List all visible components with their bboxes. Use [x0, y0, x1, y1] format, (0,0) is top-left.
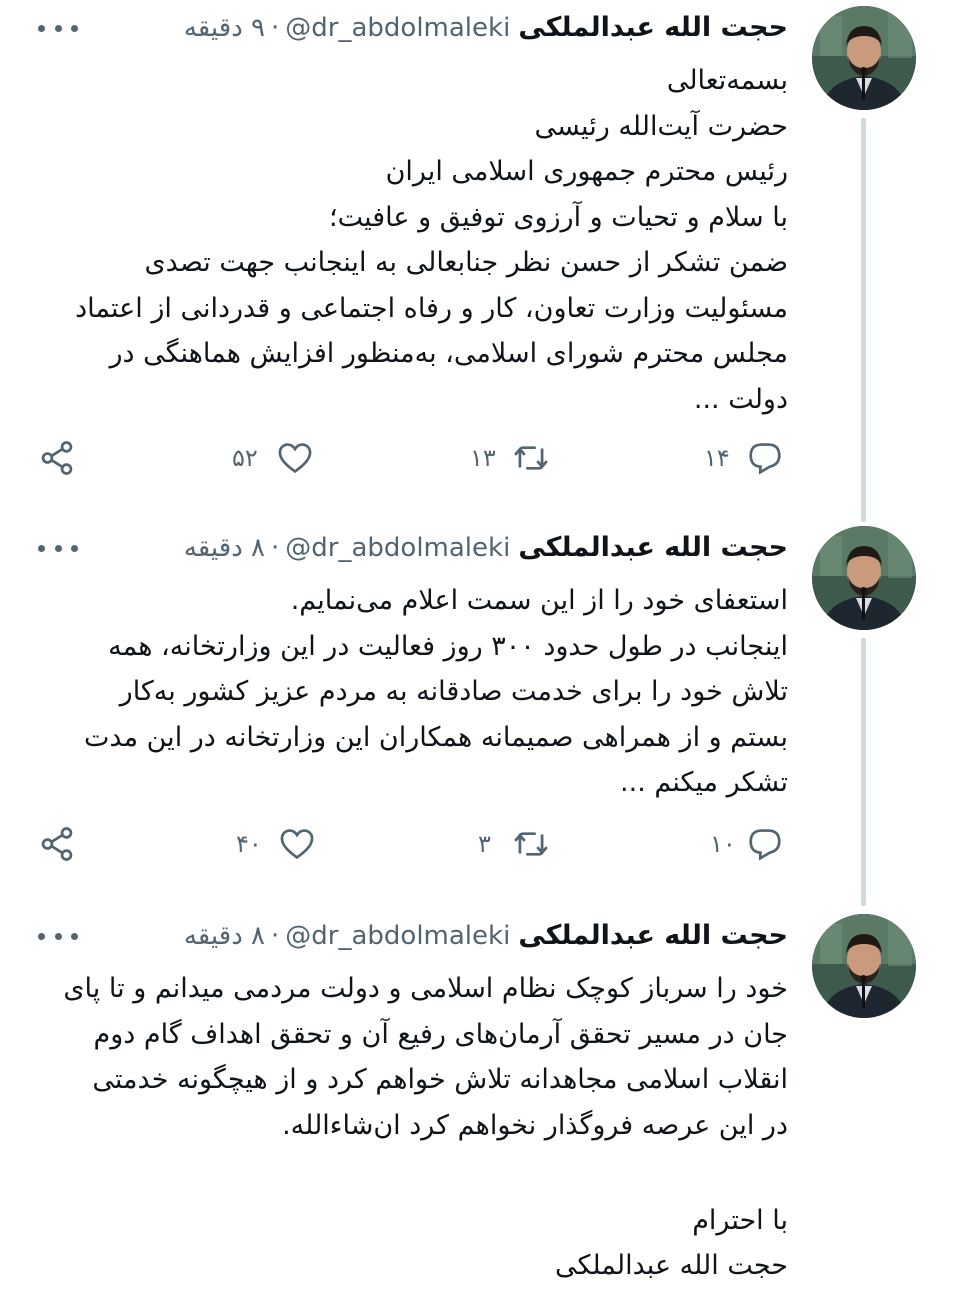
timestamp[interactable]: ۹ دقیقه — [183, 13, 266, 43]
tweet[interactable] — [0, 908, 954, 1280]
tweet-line: مسئولیت وزارت تعاون، کار و رفاه اجتماعی و قدردانی از اعتماد — [75, 292, 788, 324]
timestamp[interactable]: ۸ دقیقه — [183, 921, 266, 951]
more-icon[interactable] — [38, 536, 78, 560]
tweet-line: استعفای خود را از این سمت اعلام می‌نمایم. — [290, 585, 788, 616]
reply-button[interactable] — [746, 822, 784, 866]
tweet-line: تلاش خود را برای خدمت صادقانه به مردم عزیز کشور به‌کار — [119, 676, 788, 707]
tweet-line: دولت ... — [693, 383, 788, 415]
separator-dot: · — [271, 921, 280, 951]
tweet-line: انقلاب اسلامی مجاهدانه تلاش خواهم کرد و از هیچگونه خدمتی — [92, 1064, 788, 1095]
retweet-button[interactable] — [512, 822, 550, 866]
separator-dot: · — [271, 13, 280, 43]
author-name[interactable]: حجت الله عبدالملکی — [518, 920, 788, 951]
tweet-header — [184, 920, 788, 951]
share-button[interactable] — [38, 436, 76, 480]
tweet-header — [184, 532, 788, 563]
like-count: ۵۲ — [232, 444, 258, 472]
more-icon[interactable] — [38, 924, 78, 948]
tweet-line: در این عرصه فروگذار نخواهم کرد ان‌شاءالله. — [282, 1109, 788, 1141]
author-handle[interactable]: @dr_abdolmaleki — [285, 921, 511, 951]
action-bar — [0, 822, 800, 866]
tweet-line: بسمه‌تعالی — [666, 65, 788, 96]
tweet-line: با سلام و تحیات و آرزوی توفیق و عافیت؛ — [329, 201, 788, 233]
reply-icon — [746, 825, 784, 863]
tweet-line: جان در مسیر تحقق آرمان‌های رفیع آن و تحقق اهداف گام دوم — [93, 1018, 788, 1050]
retweet-count: ۳ — [478, 830, 491, 858]
share-icon — [38, 825, 76, 863]
author-name[interactable]: حجت الله عبدالملکی — [518, 532, 788, 563]
separator-dot: · — [271, 533, 280, 563]
tweet-line: رئیس محترم جمهوری اسلامی ایران — [385, 156, 788, 187]
tweet-line: اینجانب در طول حدود ۳۰۰ روز فعالیت در این وزارتخانه، همه — [108, 630, 788, 662]
action-bar — [0, 436, 800, 480]
heart-icon — [276, 439, 314, 477]
tweet-line: حضرت آیت‌الله رئیسی — [534, 110, 788, 142]
tweet-text — [46, 578, 788, 806]
tweet-line: تشکر میکنم ... — [620, 767, 788, 798]
author-handle[interactable]: @dr_abdolmaleki — [285, 533, 511, 563]
retweet-button[interactable] — [512, 436, 550, 480]
retweet-count: ۱۳ — [470, 444, 496, 472]
share-button[interactable] — [38, 822, 76, 866]
like-button[interactable] — [276, 436, 314, 480]
like-count: ۴۰ — [236, 830, 262, 858]
tweet-header — [184, 12, 788, 43]
reply-icon — [746, 439, 784, 477]
thread-line — [861, 118, 866, 522]
tweet-line: بستم و از همراهی صمیمانه همکاران این وزارتخانه در این مدت — [83, 721, 788, 753]
author-name[interactable]: حجت الله عبدالملکی — [518, 12, 788, 43]
share-icon — [38, 439, 76, 477]
reply-button[interactable] — [746, 436, 784, 480]
tweet-blank-line — [46, 1148, 788, 1194]
tweet-line: خود را سرباز کوچک نظام اسلامی و دولت مردمی میدانم و تا پای — [63, 973, 788, 1004]
tweet[interactable] — [0, 520, 954, 900]
reply-count: ۱۰ — [710, 830, 736, 858]
retweet-icon — [512, 825, 550, 863]
avatar[interactable] — [812, 914, 916, 1018]
reply-count: ۱۴ — [704, 444, 730, 472]
like-button[interactable] — [278, 822, 316, 866]
timestamp[interactable]: ۸ دقیقه — [183, 533, 266, 563]
tweet-line: حجت الله عبدالملکی — [554, 1250, 788, 1281]
author-handle[interactable]: @dr_abdolmaleki — [285, 13, 511, 43]
avatar[interactable] — [812, 526, 916, 630]
tweet-line: ضمن تشکر از حسن نظر جنابعالی به اینجانب جهت تصدی — [144, 247, 788, 278]
tweet-line: با احترام — [692, 1204, 788, 1236]
tweet-line: مجلس محترم شورای اسلامی، به‌منظور افزایش هماهنگی در — [109, 338, 788, 369]
heart-icon — [278, 825, 316, 863]
tweet[interactable] — [0, 0, 954, 500]
tweet-text — [46, 58, 788, 422]
tweet-text — [46, 966, 788, 1289]
thread-line — [861, 638, 866, 906]
retweet-icon — [512, 439, 550, 477]
more-icon[interactable] — [38, 16, 78, 40]
avatar[interactable] — [812, 6, 916, 110]
